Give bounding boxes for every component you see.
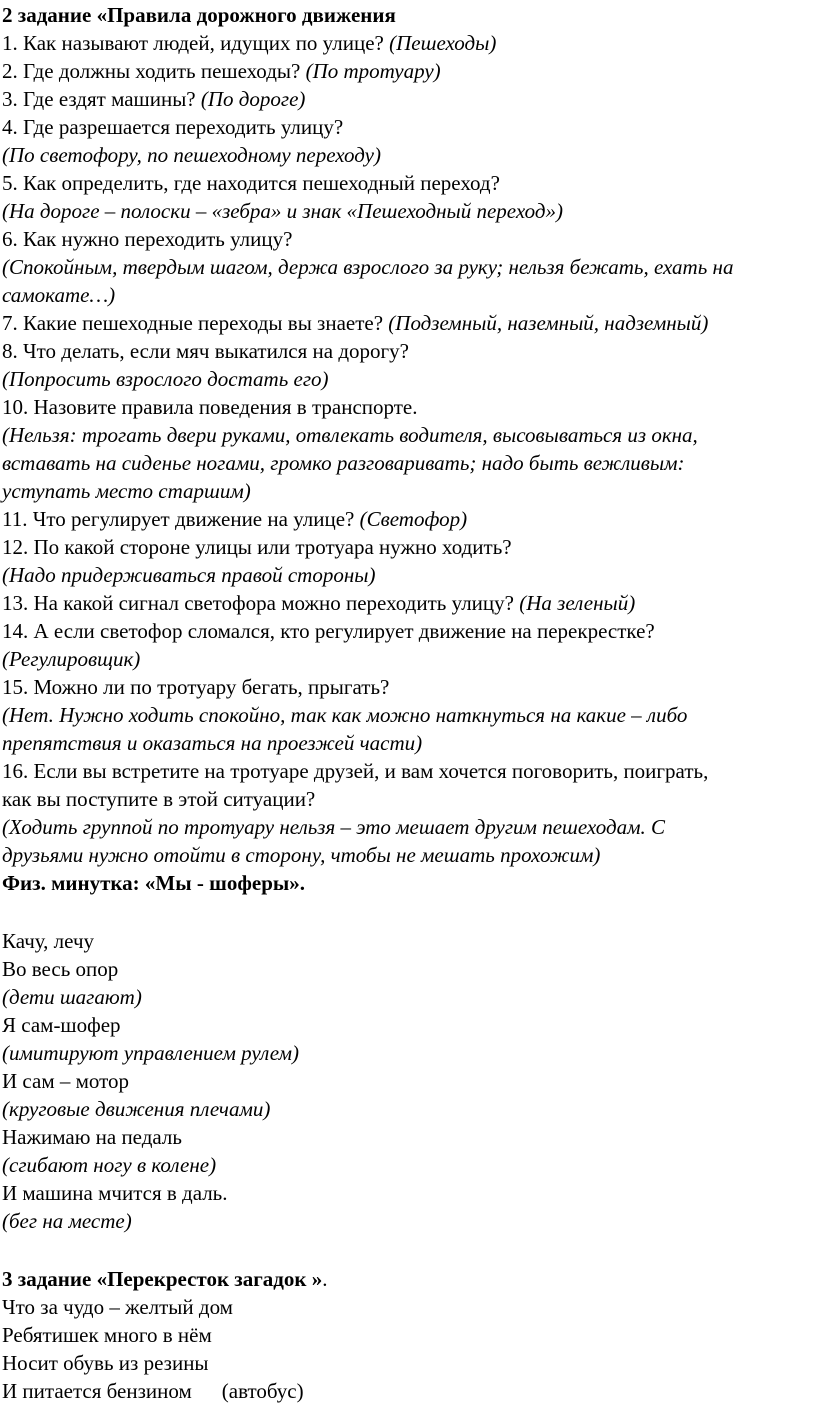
- question-8-text: 8. Что делать, если мяч выкатился на дорогу?: [2, 339, 409, 363]
- section3-title: [2, 1265, 328, 1293]
- question-text: 7. Какие пешеходные переходы вы знаете?: [2, 311, 389, 335]
- question-12-answer: (Надо придерживаться правой стороны): [2, 563, 376, 587]
- question-6-text: 6. Как нужно переходить улицу?: [2, 227, 293, 251]
- question-15-answer-line1: (Нет. Нужно ходить спокойно, так как можно наткнуться на какие – либо: [2, 703, 688, 727]
- answer-text: (По тротуару): [305, 59, 441, 83]
- answer-text: (По дороге): [200, 87, 306, 111]
- question-16-text-line1: 16. Если вы встретите на тротуаре друзей, и вам хочется поговорить, поиграть,: [2, 759, 709, 783]
- question-6-answer-line2: самокате…): [2, 283, 116, 307]
- question-14-text: 14. А если светофор сломался, кто регулирует движение на перекрестке?: [2, 619, 655, 643]
- section3-title-text: 3 задание «Перекресток загадок »: [2, 1267, 323, 1291]
- poem-instruction: (круговые движения плечами): [2, 1097, 271, 1121]
- riddle-line: Носит обувь из резины: [2, 1351, 209, 1375]
- poem-instruction: (имитируют управлением рулем): [2, 1041, 299, 1065]
- question-text: 13. На какой сигнал светофора можно переходить улицу?: [2, 591, 520, 615]
- question-14-answer: (Регулировщик): [2, 647, 141, 671]
- question-5-text: 5. Как определить, где находится пешеходный переход?: [2, 171, 500, 195]
- riddle-line: Что за чудо – желтый дом: [2, 1295, 233, 1319]
- question-7: [2, 309, 708, 337]
- poem-instruction: (бег на месте): [2, 1209, 132, 1233]
- poem-line: И сам – мотор: [2, 1069, 130, 1093]
- question-8-answer: (Попросить взрослого достать его): [2, 367, 329, 391]
- question-6-answer-line1: (Спокойным, твердым шагом, держа взрослого за руку; нельзя бежать, ехать на: [2, 255, 734, 279]
- question-text: 1. Как называют людей, идущих по улице?: [2, 31, 390, 55]
- question-15-answer-line2: препятствия и оказаться на проезжей части): [2, 731, 423, 755]
- question-16-answer-line2: друзьями нужно отойти в сторону, чтобы не мешать прохожим): [2, 843, 601, 867]
- question-13: [2, 589, 635, 617]
- question-16-text-line2: как вы поступите в этой ситуации?: [2, 787, 316, 811]
- poem-line: Качу, лечу: [2, 929, 95, 953]
- question-16-answer-line1: (Ходить группой по тротуару нельзя – это мешает другим пешеходам. С: [2, 815, 665, 839]
- answer-text: (Светофор): [359, 507, 468, 531]
- answer-text: (Пешеходы): [389, 31, 497, 55]
- question-2: [2, 57, 441, 85]
- question-5-answer: (На дороге – полоски – «зебра» и знак «Пешеходный переход»): [2, 199, 563, 223]
- riddle-last-line: [2, 1377, 304, 1405]
- question-10-answer-line3: уступать место старшим): [2, 479, 251, 503]
- question-10-answer-line1: (Нельзя: трогать двери руками, отвлекать водителя, высовываться из окна,: [2, 423, 698, 447]
- poem-instruction: (дети шагают): [2, 985, 142, 1009]
- poem-line: Во весь опор: [2, 957, 119, 981]
- poem-line: И машина мчится в даль.: [2, 1181, 228, 1205]
- riddle-line: И питается бензином: [2, 1379, 192, 1403]
- question-10-answer-line2: вставать на сиденье ногами, громко разговаривать; надо быть вежливым:: [2, 451, 685, 475]
- poem-line: Нажимаю на педаль: [2, 1125, 182, 1149]
- section2-title: 2 задание «Правила дорожного движения: [2, 3, 396, 27]
- question-15-text: 15. Можно ли по тротуару бегать, прыгать?: [2, 675, 390, 699]
- question-1: [2, 29, 496, 57]
- question-4-text: 4. Где разрешается переходить улицу?: [2, 115, 344, 139]
- answer-text: (Подземный, наземный, надземный): [388, 311, 709, 335]
- riddle-line: Ребятишек много в нём: [2, 1323, 212, 1347]
- question-10-text: 10. Назовите правила поведения в транспорте.: [2, 395, 418, 419]
- question-12-text: 12. По какой стороне улицы или тротуара нужно ходить?: [2, 535, 512, 559]
- question-4-answer: (По светофору, по пешеходному переходу): [2, 143, 381, 167]
- poem-instruction: (сгибают ногу в колене): [2, 1153, 217, 1177]
- question-text: 11. Что регулирует движение на улице?: [2, 507, 360, 531]
- question-11: [2, 505, 467, 533]
- question-text: 2. Где должны ходить пешеходы?: [2, 59, 306, 83]
- riddle-answer: (автобус): [221, 1379, 304, 1403]
- question-text: 3. Где ездят машины?: [2, 87, 201, 111]
- section3-title-end: .: [322, 1267, 328, 1291]
- answer-text: (На зеленый): [519, 591, 636, 615]
- poem-line: Я сам-шофер: [2, 1013, 121, 1037]
- question-3: [2, 85, 305, 113]
- fizminutka-title: Физ. минутка: «Мы - шоферы».: [2, 871, 306, 895]
